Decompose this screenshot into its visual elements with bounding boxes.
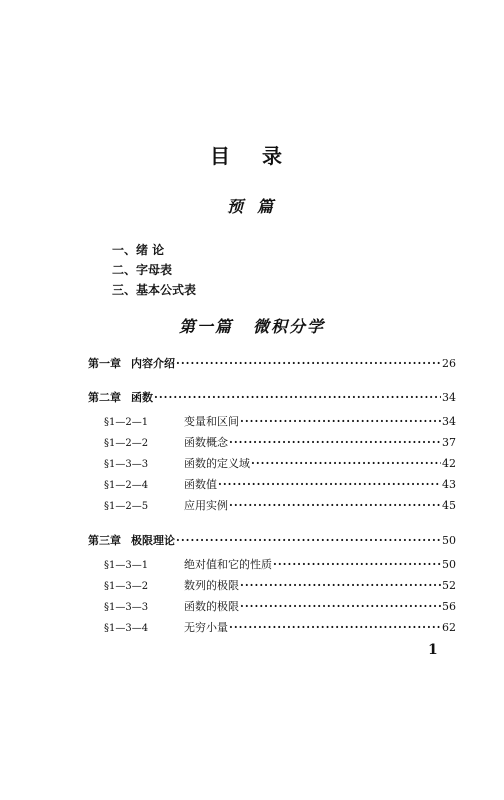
toc-leader-dots <box>176 356 441 372</box>
toc-entry-title: 极限理论 <box>131 534 175 547</box>
toc-entry-title: 函数概念 <box>184 436 228 449</box>
toc-leader-dots <box>229 620 441 636</box>
toc-entry-number: 第一章 <box>88 357 121 370</box>
toc-entry-page: 56 <box>442 600 456 613</box>
toc-leader-dots <box>240 414 441 430</box>
toc-entry-title: 绝对值和它的性质 <box>184 558 272 571</box>
toc-entry-number: §1—3—3 <box>104 602 149 613</box>
toc-leader-dots <box>240 599 441 615</box>
toc-entry-title: 函数 <box>131 391 153 404</box>
toc-entry-page: 37 <box>442 436 456 449</box>
toc-entry-page: 50 <box>442 534 456 547</box>
toc-entry-number: §1—3—4 <box>104 623 149 634</box>
toc-leader-dots <box>273 557 441 573</box>
page-title: 目录 <box>210 144 314 168</box>
toc-leader-dots <box>240 578 441 594</box>
toc-chapter-entry <box>88 533 456 549</box>
toc-entry-title: 函数值 <box>184 478 217 491</box>
preliminary-item: 三、基本公式表 <box>112 283 197 297</box>
preliminary-item: 一、绪 论 <box>112 243 165 257</box>
toc-section-entry <box>104 599 456 615</box>
toc-entry-title: 数列的极限 <box>184 579 239 592</box>
page-number: 1 <box>428 642 438 658</box>
toc-section-entry <box>104 477 456 493</box>
toc-entry-number: §1—3—1 <box>104 560 149 571</box>
toc-entry-page: 52 <box>442 579 456 592</box>
toc-entry-number: §1—2—5 <box>104 501 149 512</box>
toc-chapter-entry <box>88 356 456 372</box>
toc-entry-page: 43 <box>442 478 456 491</box>
toc-section-entry <box>104 456 456 472</box>
toc-section-entry <box>104 435 456 451</box>
toc-entry-page: 62 <box>442 621 456 634</box>
toc-entry-title: 函数的定义域 <box>184 457 250 470</box>
toc-section-entry <box>104 620 456 636</box>
toc-entry-page: 34 <box>442 415 456 428</box>
toc-chapter-entry <box>88 390 456 406</box>
toc-entry-title: 函数的极限 <box>184 600 239 613</box>
toc-entry-number: 第二章 <box>88 391 121 404</box>
part-one-label: 第一篇 <box>178 317 233 336</box>
toc-section-entry <box>104 578 456 594</box>
toc-leader-dots <box>229 435 441 451</box>
part-one-name: 微积分学 <box>253 317 326 336</box>
preliminary-title: 预篇 <box>226 197 287 216</box>
toc-entry-title: 无穷小量 <box>184 621 228 634</box>
toc-leader-dots <box>218 477 441 493</box>
toc-section-entry <box>104 498 456 514</box>
toc-entry-number: §1—3—3 <box>104 459 149 470</box>
toc-entry-number: §1—3—2 <box>104 581 149 592</box>
toc-entry-page: 42 <box>442 457 456 470</box>
toc-leader-dots <box>176 533 441 549</box>
toc-entry-title: 应用实例 <box>184 499 228 512</box>
preliminary-list <box>112 240 196 300</box>
toc-section-entry <box>104 557 456 573</box>
toc-entry-title: 内容介绍 <box>131 357 175 370</box>
toc-section-entry <box>104 414 456 430</box>
toc-leader-dots <box>229 498 441 514</box>
toc-entry-page: 26 <box>442 357 456 370</box>
toc-entry-number: §1—2—4 <box>104 480 149 491</box>
toc-entry-page: 34 <box>442 391 456 404</box>
toc-leader-dots <box>251 456 441 472</box>
toc-leader-dots <box>154 390 441 406</box>
preliminary-item: 二、字母表 <box>112 263 173 277</box>
toc-entry-number: §1—2—2 <box>104 438 149 449</box>
toc-entry-page: 45 <box>442 499 456 512</box>
toc-entry-number: §1—2—1 <box>104 417 149 428</box>
part-one-title <box>0 314 504 337</box>
toc-entry-number: 第三章 <box>88 534 121 547</box>
toc-entry-title: 变量和区间 <box>184 415 239 428</box>
toc-entry-page: 50 <box>442 558 456 571</box>
